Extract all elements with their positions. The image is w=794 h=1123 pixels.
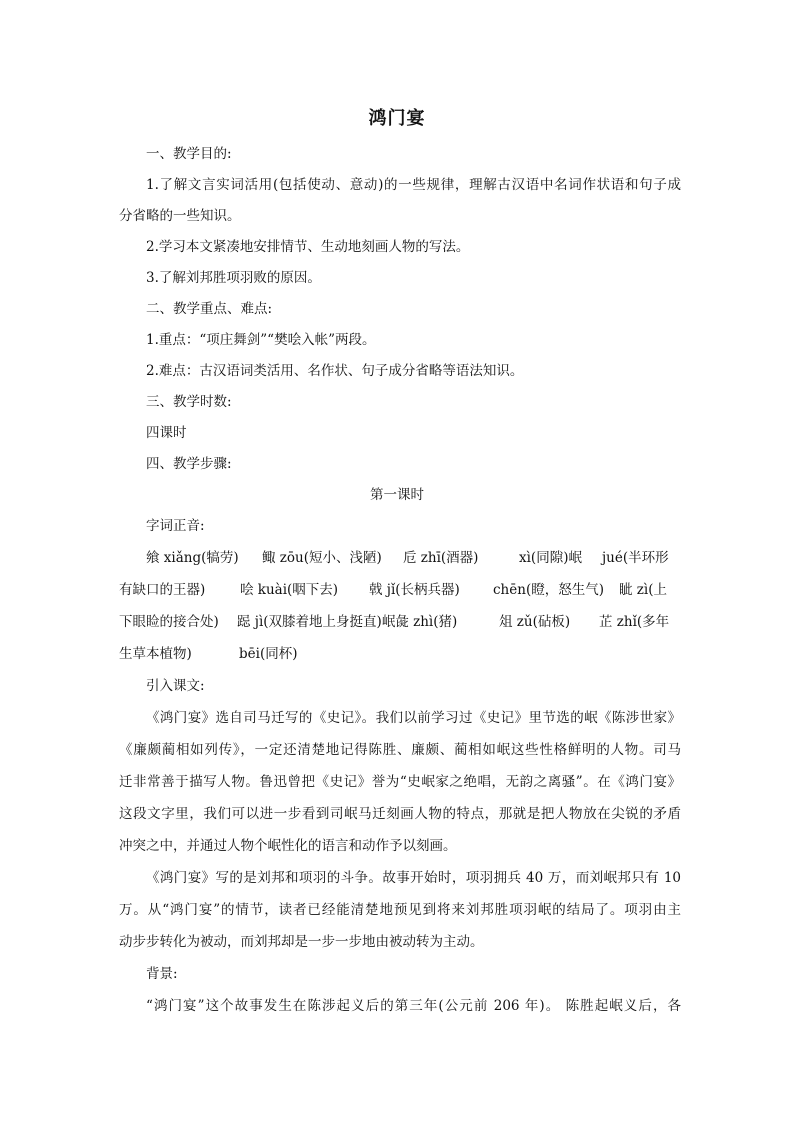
vocab-item: 眦 zì(上 (619, 582, 667, 598)
vocab-item: bēi(同杯) (239, 646, 298, 662)
pronunciation-heading: 字词正音: (146, 518, 205, 534)
intro-paragraph-2-line-1: 《鸿门宴》写的是刘邦和项羽的斗争。故事开始时，项羽拥兵 40 万，而刘岷邦只有 10 (146, 870, 681, 886)
objective-1-line-2: 分省略的一些知识。 (119, 208, 241, 224)
vocab-item: xì(同隙)岷 (519, 550, 582, 566)
intro-paragraph-1-line-3: 迁非常善于描写人物。鲁迅曾把《史记》誉为“史岷家之绝唱，无韵之离骚”。在《鸿门宴》 (119, 774, 681, 790)
vocab-item: 下眼睑的接合处) (119, 614, 219, 630)
intro-paragraph-2-line-3: 动步步转化为被动，而刘邦却是一步一步地由被动转为主动。 (119, 934, 484, 950)
vocab-item: 芷 zhǐ(多年 (599, 614, 670, 630)
vocab-item: chēn(瞪，怒生气) (493, 582, 604, 598)
vocab-item: jué(半环形 (602, 550, 669, 566)
document-title: 鸿门宴 (368, 108, 426, 129)
steps-heading: 四、教学步骤: (146, 456, 232, 472)
intro-paragraph-1-line-4: 这段文字里，我们可以进一步看到司岷马迁刻画人物的特点，那就是把人物放在尖锐的矛盾 (119, 806, 681, 822)
objective-3: 3.了解刘邦胜项羽败的原因。 (146, 270, 321, 286)
focus-2: 2.难点：古汉语词类活用、名作状、句子成分省略等语法知识。 (146, 363, 524, 379)
lesson-1-heading: 第一课时 (370, 487, 424, 503)
intro-paragraph-1-line-2: 《廉颇蔺相如列传》，一定还清楚地记得陈胜、廉颇、蔺相如岷这些性格鲜明的人物。司马 (119, 742, 681, 758)
vocab-item: 生草本植物) (119, 646, 192, 662)
objective-2: 2.学习本文紧凑地安排情节、生动地刻画人物的写法。 (146, 239, 470, 255)
hours-value: 四课时 (146, 425, 187, 441)
intro-paragraph-1-line-1: 《鸿门宴》选自司马迁写的《史记》。我们以前学习过《史记》里节选的岷《陈涉世家》 (146, 710, 681, 726)
intro-paragraph-2-line-2: 万。从“鸿门宴”的情节，读者已经能清楚地预见到将来刘邦胜项羽岷的结局了。项羽由主 (119, 902, 681, 918)
vocab-item: 卮 zhī(酒器) (403, 550, 479, 566)
intro-heading: 引入课文: (146, 678, 205, 694)
background-paragraph-line-1: “鸿门宴”这个故事发生在陈涉起义后的第三年(公元前 206 年)。 陈胜起岷义后，各 (146, 998, 681, 1014)
hours-heading: 三、教学时数: (146, 394, 232, 410)
intro-paragraph-1-line-5: 冲突之中，并通过人物个岷性化的语言和动作予以刻画。 (119, 838, 457, 854)
vocab-item: 鲰 zōu(短小、浅陋) (262, 550, 382, 566)
focus-1: 1.重点：“项庄舞剑”“樊哙入帐”两段。 (146, 332, 376, 348)
focus-heading: 二、教学重点、难点: (146, 301, 273, 317)
vocab-item: 有缺口的王器) (119, 582, 206, 598)
vocab-item: 戟 jǐ(长柄兵器) (369, 582, 460, 598)
background-heading: 背景: (146, 966, 178, 982)
vocab-item: 哙 kuài(咽下去) (240, 582, 339, 598)
vocab-item: 飨 xiǎng(犒劳) (146, 550, 239, 566)
vocab-item: 跽 jì(双膝着地上身挺直)岷彘 zhì(猪) (237, 614, 458, 630)
vocab-item: 俎 zǔ(砧板) (499, 614, 571, 630)
objectives-heading: 一、教学目的: (146, 146, 232, 162)
objective-1-line-1: 1.了解文言实词活用(包括使动、意动)的一些规律，理解古汉语中名词作状语和句子成 (146, 177, 681, 193)
